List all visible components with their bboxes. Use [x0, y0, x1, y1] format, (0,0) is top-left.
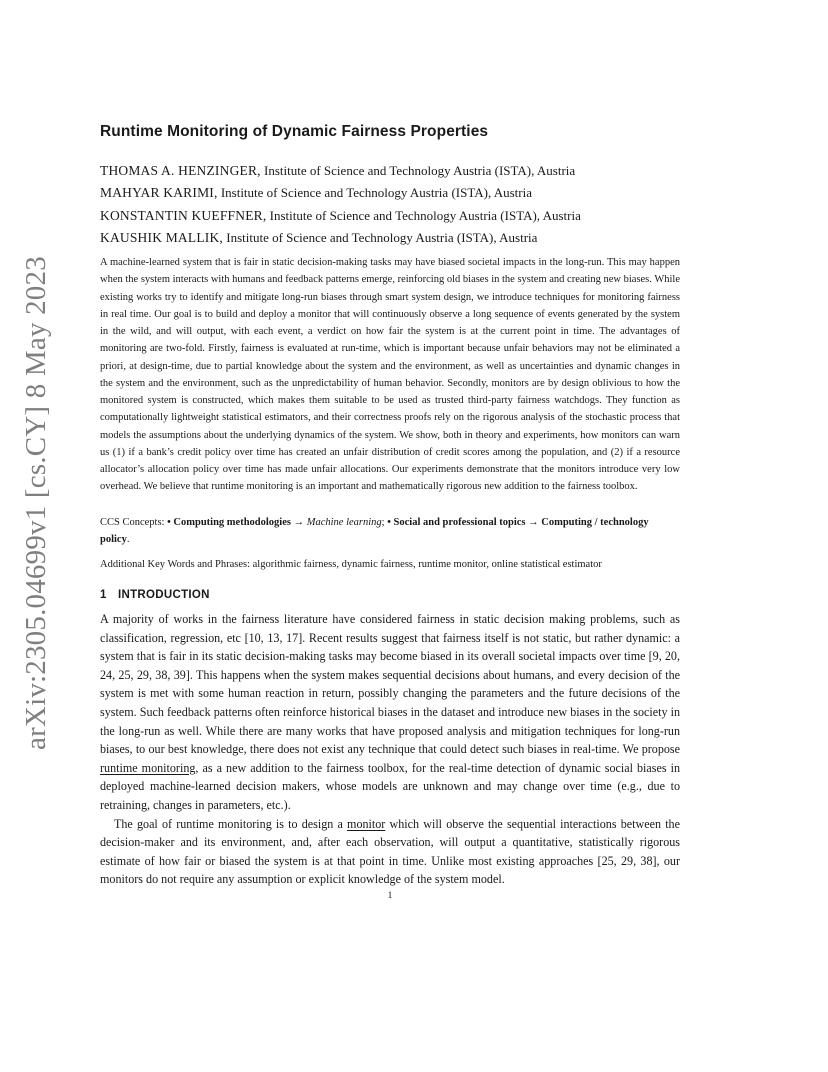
ccs-separator: ;: [381, 517, 388, 528]
author-line: [100, 182, 581, 204]
author-affiliation: Institute of Science and Technology Austria (ISTA), Austria: [217, 185, 532, 201]
introduction-body: [100, 610, 680, 889]
paragraph: [100, 610, 680, 815]
ccs-subterm: Machine learning: [306, 517, 382, 528]
author-list: [100, 160, 581, 250]
ccs-arrow: →: [525, 517, 542, 528]
author-line: [100, 160, 581, 182]
ccs-label: CCS Concepts:: [100, 517, 168, 528]
term-runtime-monitoring: runtime monitoring: [100, 760, 196, 775]
paper-title: Runtime Monitoring of Dynamic Fairness Properties: [100, 123, 489, 140]
ccs-arrow: →: [290, 517, 307, 528]
paragraph-text: A majority of works in the fairness literature have considered fairness in static decision making problems, such as classification, regression, etc [10, 13, 17]. Recent results suggest that fairness itself is not static, but rather dynamic: a system that is fair in its static decision-making tasks may become biased in its overall societal impacts over time [9, 20, 24, 25, 29, 38, 39]. This happens when the system makes sequential decisions about humans, and every decision of the system is met with some human reaction in return, possibly changing the parameters and the future decisions of the system. Such feedback patterns often reinforce historical biases in the dataset and introduce new biases in the society in the long-run as well. While there are many works that have proposed analysis and mitigation techniques for long-run biases, to our best knowledge, there does not exist any technique that could detect such biases in real-time. We propose: [100, 612, 680, 757]
ccs-concepts: [100, 514, 680, 548]
ccs-bullet: •: [167, 517, 174, 528]
author-affiliation: Institute of Science and Technology Austria (ISTA), Austria: [266, 207, 581, 223]
ccs-term: Computing methodologies: [173, 517, 291, 528]
section-number: 1: [100, 589, 107, 601]
author-line: [100, 205, 581, 227]
author-affiliation: Institute of Science and Technology Austria (ISTA), Austria: [260, 163, 576, 178]
ccs-term: Social and professional topics: [393, 517, 526, 528]
paragraph-text: The goal of runtime monitoring is to design a: [114, 816, 348, 831]
abstract: A machine-learned system that is fair in static decision-making tasks may have biased societal impacts in the long-run. This may happen when the system interacts with humans and feedback patterns emerge, reinforcing old biases in the system and creating new biases. While existing works try to identify and mitigate long-run biases through smart system design, we introduce techniques for monitoring fairness in real time. Our goal is to build and deploy a monitor that will continuously observe a long sequence of events generated by the system in the wild, and will output, with each event, a verdict on how fair the system is at the current point in time. The advantages of monitoring are two-fold. Firstly, fairness is evaluated at run-time, which is important because unfair behaviors may not be eliminated a priori, at design-time, due to partial knowledge about the system and the environment, as well as uncertainties and dynamic changes in the system and the environment, such as the unpredictability of human behavior. Secondly, monitors are by design oblivious to how the monitored system is constructed, which makes them suitable to be used as trusted third-party fairness watchdogs. They function as computationally lightweight statistical estimators, and their correctness proofs rely on the rigorous analysis of the stochastic process that models the assumptions about the underlying dynamics of the system. We show, both in theory and experiments, how monitors can warn us (1) if a bank’s credit policy over time has created an unfair distribution of credit scores among the population, and (2) if a resource allocator’s allocation policy over time has made unfair allocations. Our experiments demonstrate that the monitors introduce very low overhead. We believe that runtime monitoring is an important and mathematically rigorous new addition to the fairness toolbox.: [100, 257, 680, 493]
paragraph-text: which will observe the sequential interactions between the decision-maker and its environment, and, after each observation, will output a quantitative, statistically rigorous estimate of how fair or biased the system is at that point in time. Unlike most existing approaches [25, 29, 38], our monitors do not require any assumption or explicit knowledge of the system model.: [100, 816, 680, 887]
author-name: THOMAS A. HENZINGER,: [100, 163, 261, 178]
author-name: MAHYAR KARIMI,: [100, 185, 218, 201]
paragraph-text: , as a new addition to the fairness toolbox, for the real-time detection of dynamic social biases in deployed machine-learned decision makers, whose models are unknown and may change over time (e.g., due to retraining, changes in parameters, etc.).: [100, 760, 681, 812]
ccs-end: .: [126, 534, 130, 545]
author-line: [100, 227, 581, 249]
ccs-subterm: Computing / technology policy: [100, 517, 649, 545]
keywords: Additional Key Words and Phrases: algorithmic fairness, dynamic fairness, runtime monitor, online statistical estimator: [100, 559, 602, 570]
arxiv-identifier-stamp: arXiv:2305.04699v1 [cs.CY] 8 May 2023: [20, 256, 52, 750]
author-affiliation: Institute of Science and Technology Austria (ISTA), Austria: [223, 230, 538, 246]
ccs-bullet: •: [387, 517, 394, 528]
section-heading: [100, 589, 210, 601]
author-name: KAUSHIK MALLIK,: [100, 230, 223, 246]
author-name: KONSTANTIN KUEFFNER,: [100, 207, 267, 223]
term-monitor: monitor: [347, 816, 386, 831]
paragraph: [100, 815, 680, 889]
page-number: 1: [387, 891, 393, 901]
section-title: INTRODUCTION: [118, 589, 210, 601]
